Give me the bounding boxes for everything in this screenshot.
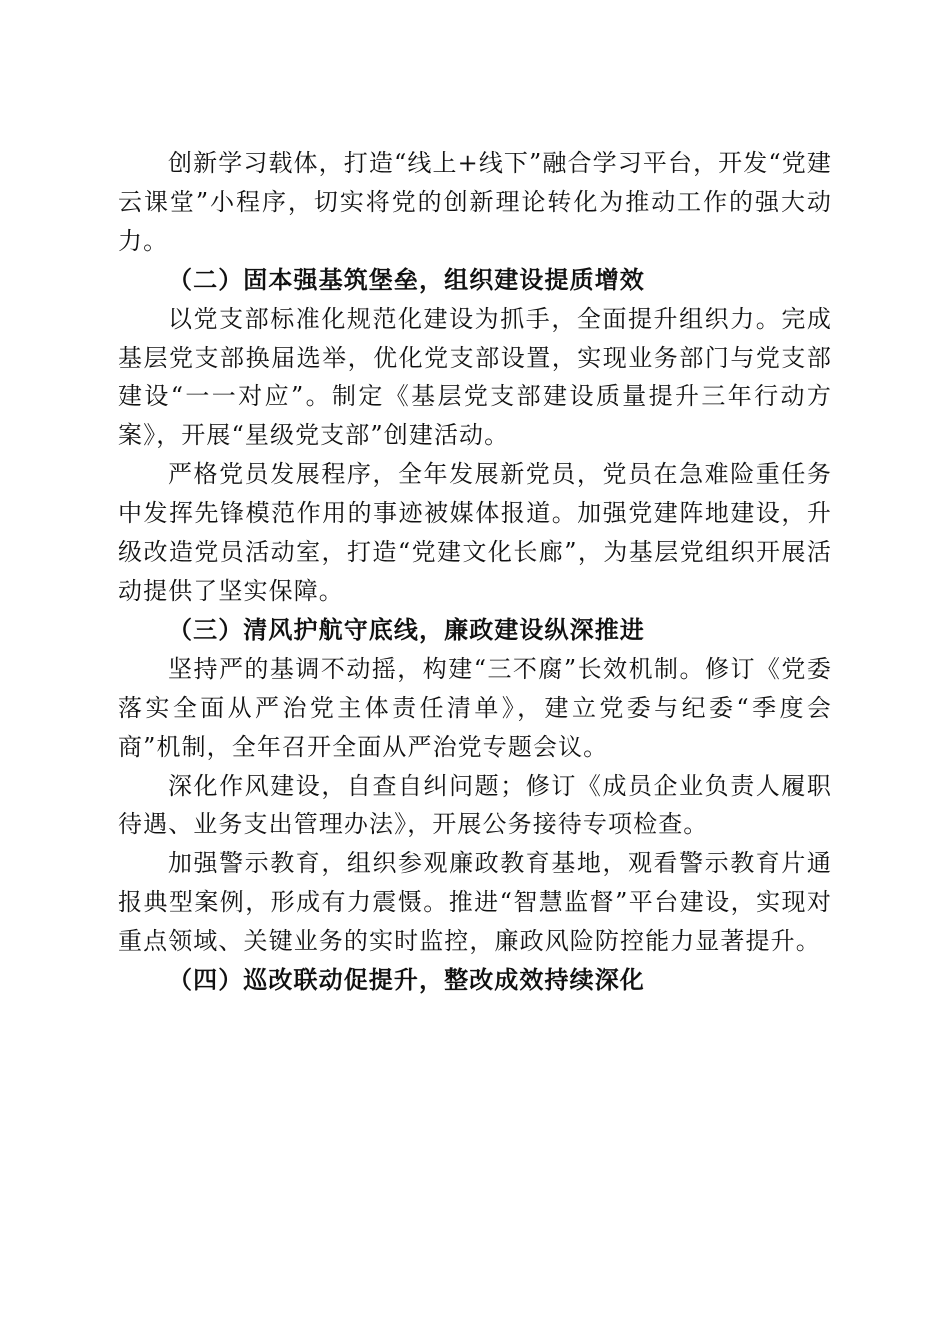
paragraph-learning-platform: 创新学习载体，打造“线上+线下”融合学习平台，开发“党建云课堂”小程序，切实将党的创新理论转化为推动工作的强大动力。: [118, 149, 832, 255]
paragraph-anti-corruption: 坚持严的基调不动摇，构建“三不腐”长效机制。修订《党委落实全面从严治党主体责任清单》，建立党委与纪委“季度会商”机制，全年召开全面从严治党专题会议。: [118, 654, 832, 761]
section-heading-2: （二）固本强基筑堡垒，组织建设提质增效: [168, 265, 645, 294]
section-heading-3: （三）清风护航守底线，廉政建设纵深推进: [168, 615, 645, 644]
document-body: [118, 144, 832, 1000]
section-heading-4: （四）巡改联动促提升，整改成效持续深化: [168, 966, 645, 995]
paragraph-warning-education: 加强警示教育，组织参观廉政教育基地，观看警示教育片通报典型案例，形成有力震慑。推进“智慧监督”平台建设，实现对重点领域、关键业务的实时监控，廉政风险防控能力显著提升。: [118, 849, 832, 956]
paragraph-work-style: 深化作风建设，自查自纠问题；修订《成员企业负责人履职待遇、业务支出管理办法》，开展公务接待专项检查。: [118, 771, 832, 839]
paragraph-member-development: 严格党员发展程序，全年发展新党员，党员在急难险重任务中发挥先锋模范作用的事迹被媒体报道。加强党建阵地建设，升级改造党员活动室，打造“党建文化长廊”，为基层党组织开展活动提供了坚实保障。: [118, 460, 832, 605]
paragraph-branch-standardization: 以党支部标准化规范化建设为抓手，全面提升组织力。完成基层党支部换届选举，优化党支部设置，实现业务部门与党支部建设“一一对应”。制定《基层党支部建设质量提升三年行动方案》，开展“星级党支部”创建活动。: [118, 304, 832, 450]
